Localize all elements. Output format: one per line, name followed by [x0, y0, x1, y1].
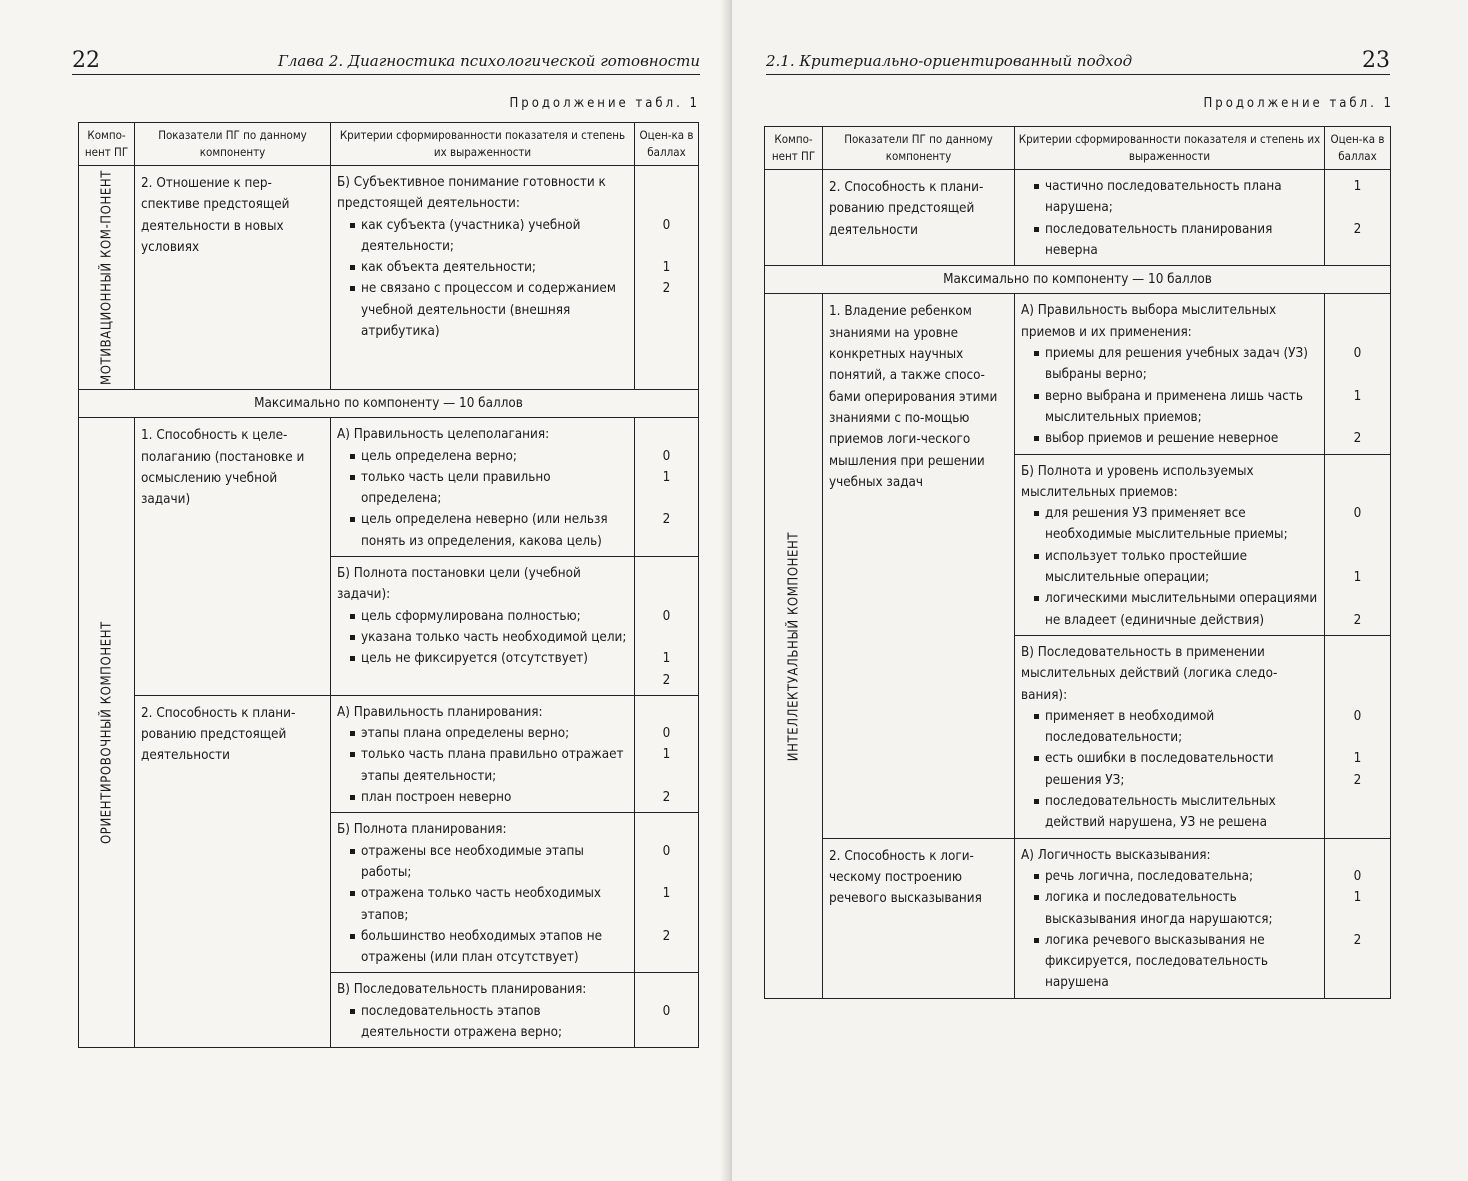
max-per-component: Максимально по компоненту — 10 баллов	[765, 266, 1391, 294]
criterion-item: цель не фиксируется (отсутствует)	[361, 648, 628, 669]
score-value: 1	[662, 260, 671, 276]
criterion-title: Б) Полнота и уровень используемых мыслительных приемов:	[1021, 463, 1254, 500]
table-header-row	[765, 127, 1391, 170]
criterion-item: использует только простейшие мыслительные операции;	[1045, 546, 1318, 589]
score-cell	[635, 813, 699, 973]
score-value: 1	[1353, 751, 1362, 767]
criteria-list	[1021, 176, 1318, 261]
score-cell	[635, 695, 699, 812]
score-cell	[1325, 170, 1391, 266]
header-score: Оцен-ка в баллах	[635, 123, 699, 166]
left-criteria-table	[78, 122, 699, 1048]
score-cell	[635, 418, 699, 557]
indicator-cell: 1. Способность к целе-полаганию (постановке и осмыслению учебной задачи)	[135, 418, 331, 696]
criterion-item: цель определена верно;	[361, 446, 628, 467]
criteria-list	[337, 446, 628, 552]
right-page	[732, 0, 1468, 1181]
score-cell	[635, 166, 699, 390]
header-criteria: Критерии сформированности показателя и степень их выраженности	[1015, 127, 1325, 170]
criterion-item: отражены все необходимые этапы работы;	[361, 841, 628, 884]
criterion-item: применяет в необходимой последовательности;	[1045, 706, 1318, 749]
left-page-number: 22	[72, 48, 100, 73]
criterion-title: В) Последовательность в применении мыслительных действий (логика следо-вания):	[1021, 644, 1278, 703]
left-running-head	[72, 48, 700, 75]
score-value: 1	[662, 469, 671, 485]
score-value: 2	[662, 512, 671, 528]
score-value: 0	[1353, 868, 1362, 884]
criterion-item: этапы плана определены верно;	[361, 723, 628, 744]
score-value: 1	[662, 651, 671, 667]
criteria-cell	[331, 813, 635, 973]
component-empty-cell	[765, 170, 823, 266]
criterion-item: как субъекта (участника) учебной деятельности;	[361, 215, 628, 258]
score-cell	[1325, 635, 1391, 838]
criteria-list	[337, 606, 628, 670]
score-value: 0	[662, 608, 671, 624]
criteria-list	[1021, 866, 1318, 994]
score-value: 0	[662, 843, 671, 859]
criterion-item: логика и последовательность высказывания иногда нарушаются;	[1045, 887, 1318, 930]
table-header-row	[79, 123, 699, 166]
component-intellectual: ИНТЕЛЛЕКТУАЛЬНЫЙ КОМПОНЕНТ	[765, 294, 823, 998]
score-cell	[635, 557, 699, 696]
criterion-item: цель сформулирована полностью;	[361, 606, 628, 627]
score-value: 1	[1353, 570, 1362, 586]
score-value: 1	[1353, 388, 1362, 404]
component-motivational: МОТИВАЦИОННЫЙ КОМ-ПОНЕНТ	[79, 166, 135, 390]
score-value: 0	[1353, 708, 1362, 724]
indicator-cell: 2. Способность к плани-рованию предстоящей деятельности	[823, 170, 1015, 266]
header-component: Компо-нент ПГ	[79, 123, 135, 166]
criterion-item: выбор приемов и решение неверное	[1045, 428, 1318, 449]
score-value: 1	[662, 747, 671, 763]
criterion-title: Б) Полнота постановки цели (учебной задачи):	[337, 566, 581, 603]
criterion-item: верно выбрана и применена лишь часть мыслительных приемов;	[1045, 386, 1318, 429]
indicator-cell: 2. Отношение к пер-спективе предстоящей деятельности в новых условиях	[135, 166, 331, 390]
criterion-title: А) Логичность высказывания:	[1021, 847, 1211, 863]
criteria-list	[1021, 503, 1318, 631]
score-value: 0	[662, 448, 671, 464]
score-value: 0	[1353, 346, 1362, 362]
header-indicators: Показатели ПГ по данному компоненту	[823, 127, 1015, 170]
criterion-title: А) Правильность выбора мыслительных приемов и их применения:	[1021, 303, 1277, 340]
score-value: 1	[1353, 179, 1362, 194]
criterion-item: как объекта деятельности;	[361, 257, 628, 278]
criterion-item: не связано с процессом и содержанием учебной деятельности (внешняя атрибутика)	[361, 278, 628, 342]
criterion-title: А) Правильность целеполагания:	[337, 427, 550, 443]
criterion-item: последовательность этапов деятельности отражена верно;	[361, 1001, 628, 1044]
score-value: 1	[1353, 890, 1362, 906]
criterion-item: цель определена неверно (или нельзя понять из определения, какова цель)	[361, 509, 628, 552]
score-value: 2	[662, 928, 671, 944]
criteria-cell	[1015, 635, 1325, 838]
criterion-title: Б) Субъективное понимание готовности к предстоящей деятельности:	[337, 175, 606, 212]
indicator-cell: 1. Владение ребенком знаниями на уровне конкретных научных понятий, а также спосо-бами оперирования этими знаниями с по-мощью приемов логи-ческого мышления при решении учебных задач	[823, 294, 1015, 838]
score-cell	[635, 973, 699, 1048]
header-criteria: Критерии сформированности показателя и степень их выраженности	[331, 123, 635, 166]
table-row	[765, 838, 1391, 998]
criterion-title: Б) Полнота планирования:	[337, 822, 507, 838]
table-row	[765, 170, 1391, 266]
score-value: 1	[662, 886, 671, 902]
table-row	[765, 294, 1391, 454]
indicator-cell: 2. Способность к логи-ческому построению речевого высказывания	[823, 838, 1015, 998]
criterion-item: последовательность планирования неверна	[1045, 219, 1318, 262]
criteria-cell	[1015, 294, 1325, 454]
criterion-item: для решения УЗ применяет все необходимые мыслительные приемы;	[1045, 503, 1318, 546]
indicator-cell: 2. Способность к плани-рованию предстоящей деятельности	[135, 695, 331, 1047]
criteria-cell	[331, 166, 635, 390]
criteria-list	[337, 215, 628, 343]
right-running-head	[766, 48, 1390, 75]
criterion-item: речь логична, последовательна;	[1045, 866, 1318, 887]
score-cell	[1325, 294, 1391, 454]
score-value: 2	[662, 281, 671, 297]
table-row	[79, 695, 699, 812]
header-component: Компо-нент ПГ	[765, 127, 823, 170]
criterion-item: приемы для решения учебных задач (УЗ) выбраны верно;	[1045, 343, 1318, 386]
criteria-list	[337, 841, 628, 969]
score-value: 0	[662, 726, 671, 742]
criteria-list	[337, 1001, 628, 1044]
left-continuation-label: Продолжение табл. 1	[509, 96, 700, 111]
score-value: 2	[662, 672, 671, 688]
criterion-item: большинство необходимых этапов не отражены (или план отсутствует)	[361, 926, 628, 969]
criteria-cell	[1015, 454, 1325, 635]
score-value: 2	[1353, 612, 1362, 628]
criteria-list	[1021, 706, 1318, 834]
criteria-cell	[331, 973, 635, 1048]
max-per-component: Максимально по компоненту — 10 баллов	[79, 389, 699, 417]
score-value: 2	[1353, 772, 1362, 788]
score-value: 0	[662, 1003, 671, 1019]
right-page-number: 23	[1362, 48, 1390, 73]
right-continuation-label: Продолжение табл. 1	[1203, 96, 1394, 111]
criterion-item: план построен неверно	[361, 787, 628, 808]
header-indicators: Показатели ПГ по данному компоненту	[135, 123, 331, 166]
score-cell	[1325, 454, 1391, 635]
criterion-item: только часть цели правильно определена;	[361, 467, 628, 510]
right-running-title: 2.1. Критериально-ориентированный подход	[766, 52, 1133, 70]
criteria-cell	[1015, 170, 1325, 266]
score-value: 2	[1353, 221, 1362, 237]
table-row	[79, 166, 699, 390]
score-value: 2	[1353, 932, 1362, 948]
right-criteria-table	[764, 126, 1391, 999]
score-cell	[1325, 838, 1391, 998]
criterion-item: только часть плана правильно отражает этапы деятельности;	[361, 744, 628, 787]
criteria-cell	[331, 695, 635, 812]
criterion-item: логическими мыслительными операциями не владеет (единичные действия)	[1045, 588, 1318, 631]
max-row	[765, 266, 1391, 294]
criterion-item: логика речевого высказывания не фиксируется, последовательность нарушена	[1045, 930, 1318, 994]
max-row	[79, 389, 699, 417]
criterion-item: отражена только часть необходимых этапов;	[361, 883, 628, 926]
criterion-title: В) Последовательность планирования:	[337, 982, 587, 998]
criteria-list	[337, 723, 628, 808]
left-page	[0, 0, 728, 1181]
criterion-item: есть ошибки в последовательности решения УЗ;	[1045, 748, 1318, 791]
score-value: 0	[1353, 506, 1362, 522]
criterion-title: А) Правильность планирования:	[337, 704, 543, 720]
criteria-cell	[331, 557, 635, 696]
criterion-item: указана только часть необходимой цели;	[361, 627, 628, 648]
left-running-title: Глава 2. Диагностика психологической готовности	[277, 52, 700, 70]
criteria-cell	[331, 418, 635, 557]
score-value: 2	[1353, 431, 1362, 447]
score-value: 2	[662, 790, 671, 806]
criteria-list	[1021, 343, 1318, 449]
criterion-item: частично последовательность плана нарушена;	[1045, 176, 1318, 219]
criteria-cell	[1015, 838, 1325, 998]
score-value: 0	[662, 217, 671, 233]
component-orienting: ОРИЕНТИРОВОЧНЫЙ КОМПОНЕНТ	[79, 418, 135, 1048]
table-row	[79, 418, 699, 557]
header-score: Оцен-ка в баллах	[1325, 127, 1391, 170]
criterion-item: последовательность мыслительных действий нарушена, УЗ не решена	[1045, 791, 1318, 834]
